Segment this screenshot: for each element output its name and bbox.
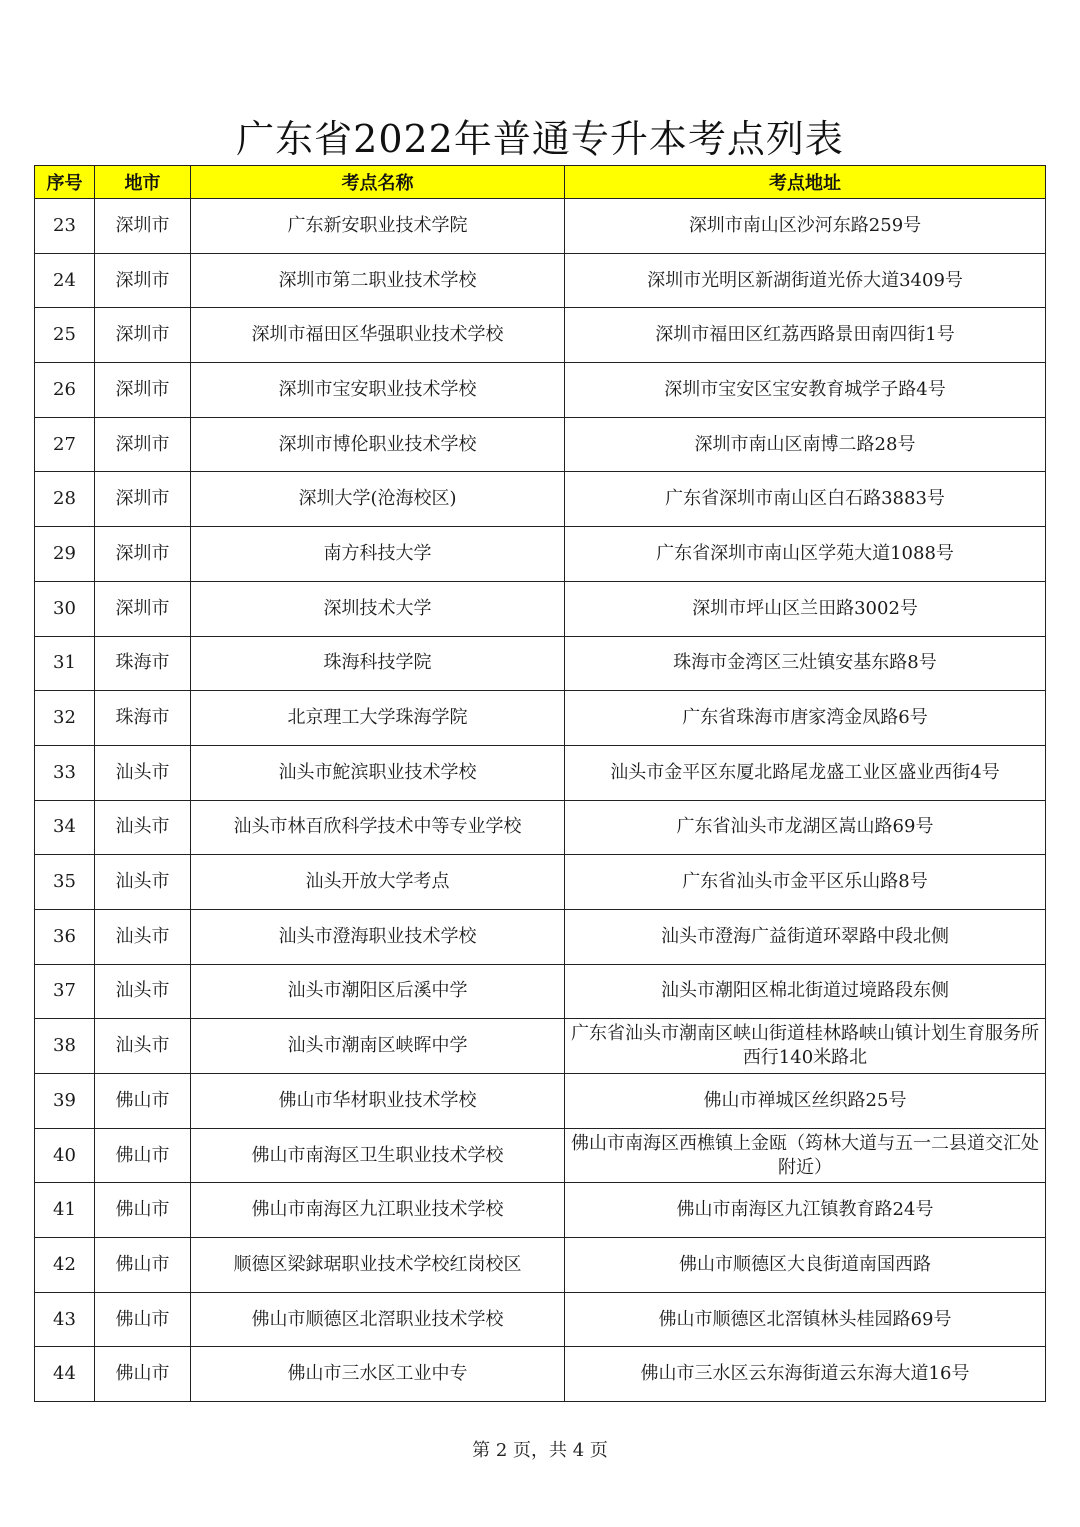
cell-city: 汕头市 <box>95 909 191 964</box>
table-row <box>35 636 1046 691</box>
page-title: 广东省2022年普通专升本考点列表 <box>236 117 844 161</box>
table-row <box>35 472 1046 527</box>
column-header-name: 考点名称 <box>191 166 565 199</box>
cell-no: 36 <box>35 909 95 964</box>
cell-no: 43 <box>35 1292 95 1347</box>
table-row <box>35 417 1046 472</box>
cell-city: 深圳市 <box>95 581 191 636</box>
cell-exam-site-address: 广东省深圳市南山区学苑大道1088号 <box>565 527 1046 582</box>
cell-city: 珠海市 <box>95 691 191 746</box>
cell-exam-site-address: 广东省汕头市金平区乐山路8号 <box>565 855 1046 910</box>
cell-no: 41 <box>35 1183 95 1238</box>
exam-site-table <box>34 165 1046 1402</box>
table-row <box>35 1183 1046 1238</box>
table-row <box>35 855 1046 910</box>
cell-no: 34 <box>35 800 95 855</box>
table-row <box>35 253 1046 308</box>
table-row <box>35 745 1046 800</box>
table-row <box>35 691 1046 746</box>
cell-exam-site-name: 汕头开放大学考点 <box>191 855 565 910</box>
cell-exam-site-name: 深圳市福田区华强职业技术学校 <box>191 308 565 363</box>
cell-no: 29 <box>35 527 95 582</box>
cell-exam-site-name: 深圳技术大学 <box>191 581 565 636</box>
cell-no: 25 <box>35 308 95 363</box>
cell-exam-site-address: 汕头市潮阳区棉北街道过境路段东侧 <box>565 964 1046 1019</box>
cell-exam-site-address: 汕头市澄海广益街道环翠路中段北侧 <box>565 909 1046 964</box>
cell-exam-site-name: 佛山市华材职业技术学校 <box>191 1074 565 1129</box>
cell-exam-site-address: 广东省汕头市潮南区峡山街道桂林路峡山镇计划生育服务所西行140米路北 <box>565 1019 1046 1074</box>
cell-no: 23 <box>35 199 95 254</box>
cell-exam-site-name: 深圳市博伦职业技术学校 <box>191 417 565 472</box>
cell-no: 37 <box>35 964 95 1019</box>
cell-exam-site-name: 佛山市三水区工业中专 <box>191 1347 565 1402</box>
table-row <box>35 1347 1046 1402</box>
cell-exam-site-name: 南方科技大学 <box>191 527 565 582</box>
cell-city: 佛山市 <box>95 1074 191 1129</box>
cell-city: 深圳市 <box>95 417 191 472</box>
cell-exam-site-address: 广东省珠海市唐家湾金凤路6号 <box>565 691 1046 746</box>
table-row <box>35 1019 1046 1074</box>
table-row <box>35 964 1046 1019</box>
column-header-city: 地市 <box>95 166 191 199</box>
cell-city: 佛山市 <box>95 1347 191 1402</box>
cell-no: 26 <box>35 363 95 418</box>
cell-exam-site-address: 深圳市坪山区兰田路3002号 <box>565 581 1046 636</box>
cell-exam-site-address: 深圳市南山区沙河东路259号 <box>565 199 1046 254</box>
cell-no: 27 <box>35 417 95 472</box>
cell-no: 39 <box>35 1074 95 1129</box>
cell-city: 深圳市 <box>95 527 191 582</box>
cell-no: 44 <box>35 1347 95 1402</box>
table-row <box>35 1238 1046 1293</box>
cell-exam-site-address: 深圳市福田区红荔西路景田南四街1号 <box>565 308 1046 363</box>
cell-exam-site-address: 广东省汕头市龙湖区嵩山路69号 <box>565 800 1046 855</box>
cell-city: 佛山市 <box>95 1292 191 1347</box>
cell-exam-site-name: 汕头市潮南区峡晖中学 <box>191 1019 565 1074</box>
table-body <box>35 199 1046 1402</box>
column-header-no: 序号 <box>35 166 95 199</box>
cell-exam-site-name: 珠海科技学院 <box>191 636 565 691</box>
table-row <box>35 909 1046 964</box>
cell-exam-site-name: 佛山市顺德区北滘职业技术学校 <box>191 1292 565 1347</box>
cell-exam-site-address: 广东省深圳市南山区白石路3883号 <box>565 472 1046 527</box>
cell-city: 佛山市 <box>95 1238 191 1293</box>
cell-exam-site-name: 佛山市南海区九江职业技术学校 <box>191 1183 565 1238</box>
cell-city: 佛山市 <box>95 1183 191 1238</box>
cell-exam-site-name: 广东新安职业技术学院 <box>191 199 565 254</box>
cell-exam-site-address: 佛山市顺德区北滘镇林头桂园路69号 <box>565 1292 1046 1347</box>
cell-city: 深圳市 <box>95 308 191 363</box>
cell-exam-site-name: 北京理工大学珠海学院 <box>191 691 565 746</box>
cell-city: 佛山市 <box>95 1128 191 1183</box>
cell-no: 30 <box>35 581 95 636</box>
cell-city: 汕头市 <box>95 964 191 1019</box>
cell-no: 28 <box>35 472 95 527</box>
cell-city: 深圳市 <box>95 199 191 254</box>
column-header-address: 考点地址 <box>565 166 1046 199</box>
cell-exam-site-address: 深圳市光明区新湖街道光侨大道3409号 <box>565 253 1046 308</box>
cell-city: 汕头市 <box>95 800 191 855</box>
cell-no: 35 <box>35 855 95 910</box>
cell-no: 42 <box>35 1238 95 1293</box>
cell-city: 珠海市 <box>95 636 191 691</box>
table-row <box>35 1292 1046 1347</box>
cell-no: 32 <box>35 691 95 746</box>
cell-exam-site-address: 佛山市南海区九江镇教育路24号 <box>565 1183 1046 1238</box>
cell-exam-site-name: 汕头市鮀滨职业技术学校 <box>191 745 565 800</box>
cell-city: 深圳市 <box>95 253 191 308</box>
cell-exam-site-name: 深圳市宝安职业技术学校 <box>191 363 565 418</box>
cell-no: 31 <box>35 636 95 691</box>
cell-city: 汕头市 <box>95 1019 191 1074</box>
table-row <box>35 527 1046 582</box>
cell-exam-site-address: 汕头市金平区东厦北路尾龙盛工业区盛业西街4号 <box>565 745 1046 800</box>
cell-city: 深圳市 <box>95 472 191 527</box>
cell-exam-site-name: 汕头市林百欣科学技术中等专业学校 <box>191 800 565 855</box>
cell-exam-site-address: 佛山市南海区西樵镇上金瓯（筠林大道与五一二县道交汇处附近） <box>565 1128 1046 1183</box>
cell-city: 深圳市 <box>95 363 191 418</box>
table-row <box>35 363 1046 418</box>
table-row <box>35 800 1046 855</box>
cell-exam-site-address: 佛山市三水区云东海街道云东海大道16号 <box>565 1347 1046 1402</box>
cell-exam-site-name: 深圳大学(沧海校区) <box>191 472 565 527</box>
page-footer: 第 2 页，共 4 页 <box>472 1440 608 1461</box>
cell-exam-site-address: 佛山市禅城区丝织路25号 <box>565 1074 1046 1129</box>
cell-no: 40 <box>35 1128 95 1183</box>
table-header-row <box>35 166 1046 199</box>
table-row <box>35 581 1046 636</box>
cell-exam-site-address: 深圳市南山区南博二路28号 <box>565 417 1046 472</box>
cell-no: 24 <box>35 253 95 308</box>
cell-exam-site-name: 顺德区梁銶琚职业技术学校红岗校区 <box>191 1238 565 1293</box>
cell-no: 38 <box>35 1019 95 1074</box>
cell-no: 33 <box>35 745 95 800</box>
table-row <box>35 1128 1046 1183</box>
cell-exam-site-name: 汕头市潮阳区后溪中学 <box>191 964 565 1019</box>
cell-exam-site-address: 深圳市宝安区宝安教育城学子路4号 <box>565 363 1046 418</box>
cell-exam-site-name: 深圳市第二职业技术学校 <box>191 253 565 308</box>
cell-exam-site-address: 珠海市金湾区三灶镇安基东路8号 <box>565 636 1046 691</box>
table-row <box>35 1074 1046 1129</box>
cell-exam-site-name: 汕头市澄海职业技术学校 <box>191 909 565 964</box>
cell-exam-site-address: 佛山市顺德区大良街道南国西路 <box>565 1238 1046 1293</box>
table-row <box>35 308 1046 363</box>
cell-city: 汕头市 <box>95 855 191 910</box>
cell-exam-site-name: 佛山市南海区卫生职业技术学校 <box>191 1128 565 1183</box>
table-row <box>35 199 1046 254</box>
cell-city: 汕头市 <box>95 745 191 800</box>
